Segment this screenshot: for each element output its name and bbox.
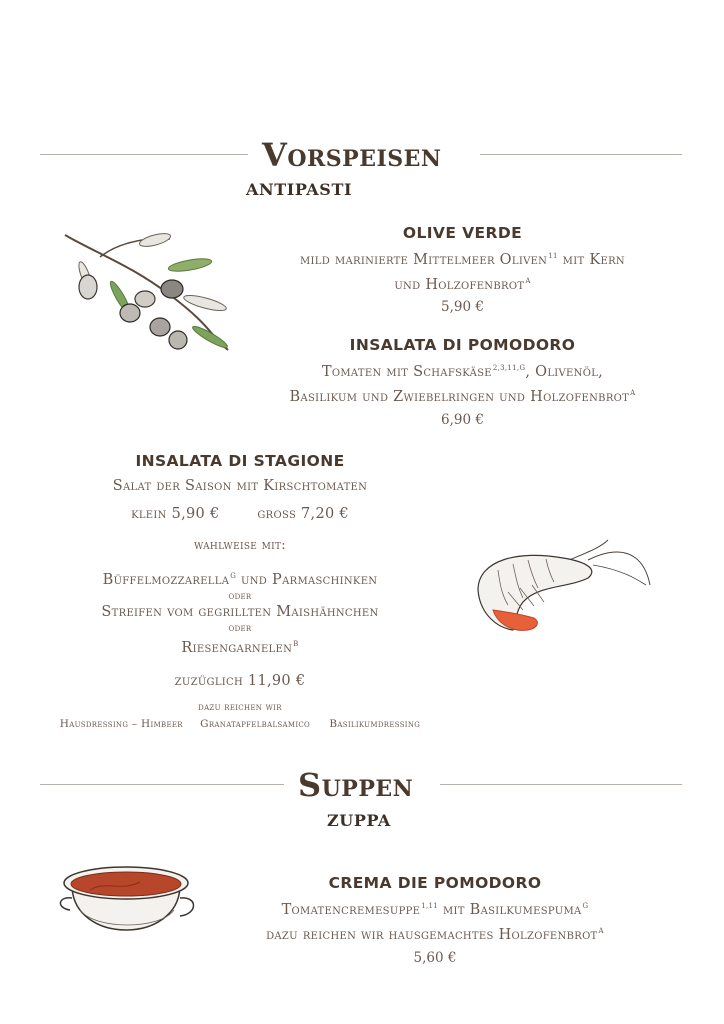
olive-branch-icon bbox=[60, 225, 235, 360]
dish-description: Salat der Saison mit Kirschtomaten bbox=[112, 478, 368, 494]
divider-right-suppen bbox=[440, 784, 682, 785]
option-mozzarella: Büffelmozzarella$^G$ und Parmaschinken bbox=[102, 572, 378, 588]
or-separator: oder bbox=[228, 591, 252, 602]
dish-price: 5,90 € bbox=[441, 299, 484, 315]
dressing-item: Granatapfelbalsamico bbox=[200, 718, 311, 730]
divider-right-vorspeisen bbox=[480, 154, 682, 155]
dish-name: CREMA DIE POMODORO bbox=[328, 874, 542, 892]
dish-name: OLIVE VERDE bbox=[402, 224, 523, 242]
dish-insalata-di-stagione bbox=[40, 452, 440, 730]
section-title-vorspeisen: Vorspeisen bbox=[262, 136, 442, 174]
dish-name: INSALATA DI POMODORO bbox=[349, 336, 576, 354]
option-prawns: Riesengarnelen$^B$ bbox=[181, 640, 299, 656]
dish-olive-verde bbox=[280, 224, 645, 315]
dish-description: Tomaten mit Schafskäse$^{2,3,11,G}$, Olivenöl, Basilikum und Zwiebelringen und Holzofenbrot$^A$ bbox=[289, 364, 636, 405]
dish-price: 6,90 € bbox=[441, 412, 484, 428]
dish-description: mild marinierte Mittelmeer Oliven$^{11}$ mit Kern und Holzofenbrot$^A$ bbox=[300, 252, 625, 293]
dish-description: Tomatencremesuppe$^{1,11}$ mit Basilkumespuma$^G$ dazu reichen wir hausgemachtes Holzofenbrot$^A$ bbox=[266, 902, 604, 943]
section-subtitle-antipasti: ANTIPASTI bbox=[246, 180, 353, 199]
dish-crema-die-pomodoro bbox=[220, 874, 650, 966]
shrimp-icon bbox=[468, 530, 658, 645]
price-small: klein 5,90 € bbox=[131, 506, 220, 522]
divider-left-suppen bbox=[40, 784, 284, 785]
option-chicken: Streifen vom gegrillten Maishähnchen bbox=[101, 604, 379, 620]
surcharge: zuzüglich 11,90 € bbox=[174, 673, 306, 689]
choice-label: wahlweise mit: bbox=[194, 538, 286, 553]
dressing-item: Basilikumdressing bbox=[329, 718, 421, 730]
dish-price: 5,60 € bbox=[413, 950, 457, 966]
dressing-item: Hausdressing – Himbeer bbox=[59, 718, 183, 730]
section-title-suppen: Suppen bbox=[298, 766, 414, 804]
dressing-list bbox=[40, 718, 440, 730]
dish-name: INSALATA DI STAGIONE bbox=[135, 452, 345, 470]
dressing-label: dazu reichen wir bbox=[198, 702, 282, 713]
price-large: gross 7,20 € bbox=[257, 506, 349, 522]
soup-pot-icon bbox=[50, 850, 202, 960]
dish-price-options bbox=[40, 504, 440, 525]
divider-left-vorspeisen bbox=[40, 154, 248, 155]
dish-insalata-di-pomodoro bbox=[250, 336, 675, 428]
or-separator: oder bbox=[228, 623, 252, 634]
section-subtitle-zuppa: ZUPPA bbox=[327, 811, 391, 830]
